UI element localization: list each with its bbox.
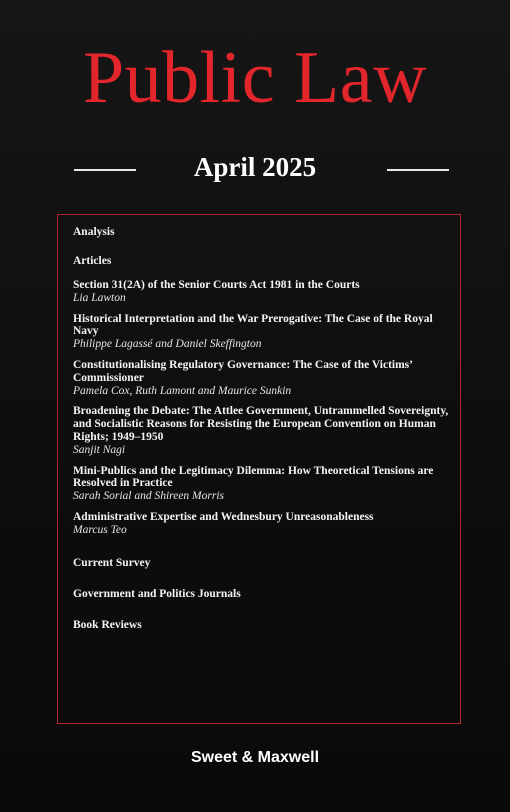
article-item — [73, 359, 454, 397]
article-item — [73, 511, 454, 537]
article-item — [73, 405, 454, 456]
article-authors: Marcus Teo — [73, 523, 127, 536]
article-authors: Sanjit Nagi — [73, 443, 126, 456]
section-government-politics-journals: Government and Politics Journals — [73, 587, 241, 600]
article-title: Administrative Expertise and Wednesbury Unreasonableness — [73, 510, 374, 523]
article-title: Section 31(2A) of the Senior Courts Act 1981 in the Courts — [73, 279, 360, 291]
article-authors: Pamela Cox, Ruth Lamont and Maurice Sunkin — [73, 384, 292, 397]
contents-list — [73, 225, 454, 632]
article-item — [73, 465, 454, 503]
issue-date: April 2025 — [193, 152, 317, 182]
article-item — [73, 313, 454, 351]
date-rule-right — [387, 169, 449, 171]
publisher-name: Sweet & Maxwell — [190, 749, 320, 766]
article-title: Broadening the Debate: The Attlee Government, Untrammelled Sovereignty, and Socialistic Reasons for Resisting the European Convention on Human Rights; 1949–1950 — [73, 405, 449, 443]
article-title: Historical Interpretation and the War Prerogative: The Case of the Royal Navy — [73, 312, 433, 338]
section-articles: Articles — [73, 255, 112, 267]
issue-date-row — [0, 150, 510, 184]
article-item — [73, 279, 454, 305]
article-authors: Philippe Lagassé and Daniel Skeffington — [73, 338, 262, 351]
article-authors: Lia Lawton — [73, 291, 126, 304]
article-authors: Sarah Sorial and Shireen Morris — [73, 490, 224, 503]
section-analysis: Analysis — [73, 226, 115, 238]
journal-title: Public Law — [82, 37, 428, 119]
article-title: Constitutionalising Regulatory Governance: The Case of the Victims’ Commissioner — [73, 358, 413, 384]
contents-box — [57, 214, 461, 724]
section-current-survey: Current Survey — [73, 556, 151, 569]
section-book-reviews: Book Reviews — [73, 618, 142, 631]
article-title: Mini-Publics and the Legitimacy Dilemma: How Theoretical Tensions are Resolved in Practice — [73, 464, 434, 490]
